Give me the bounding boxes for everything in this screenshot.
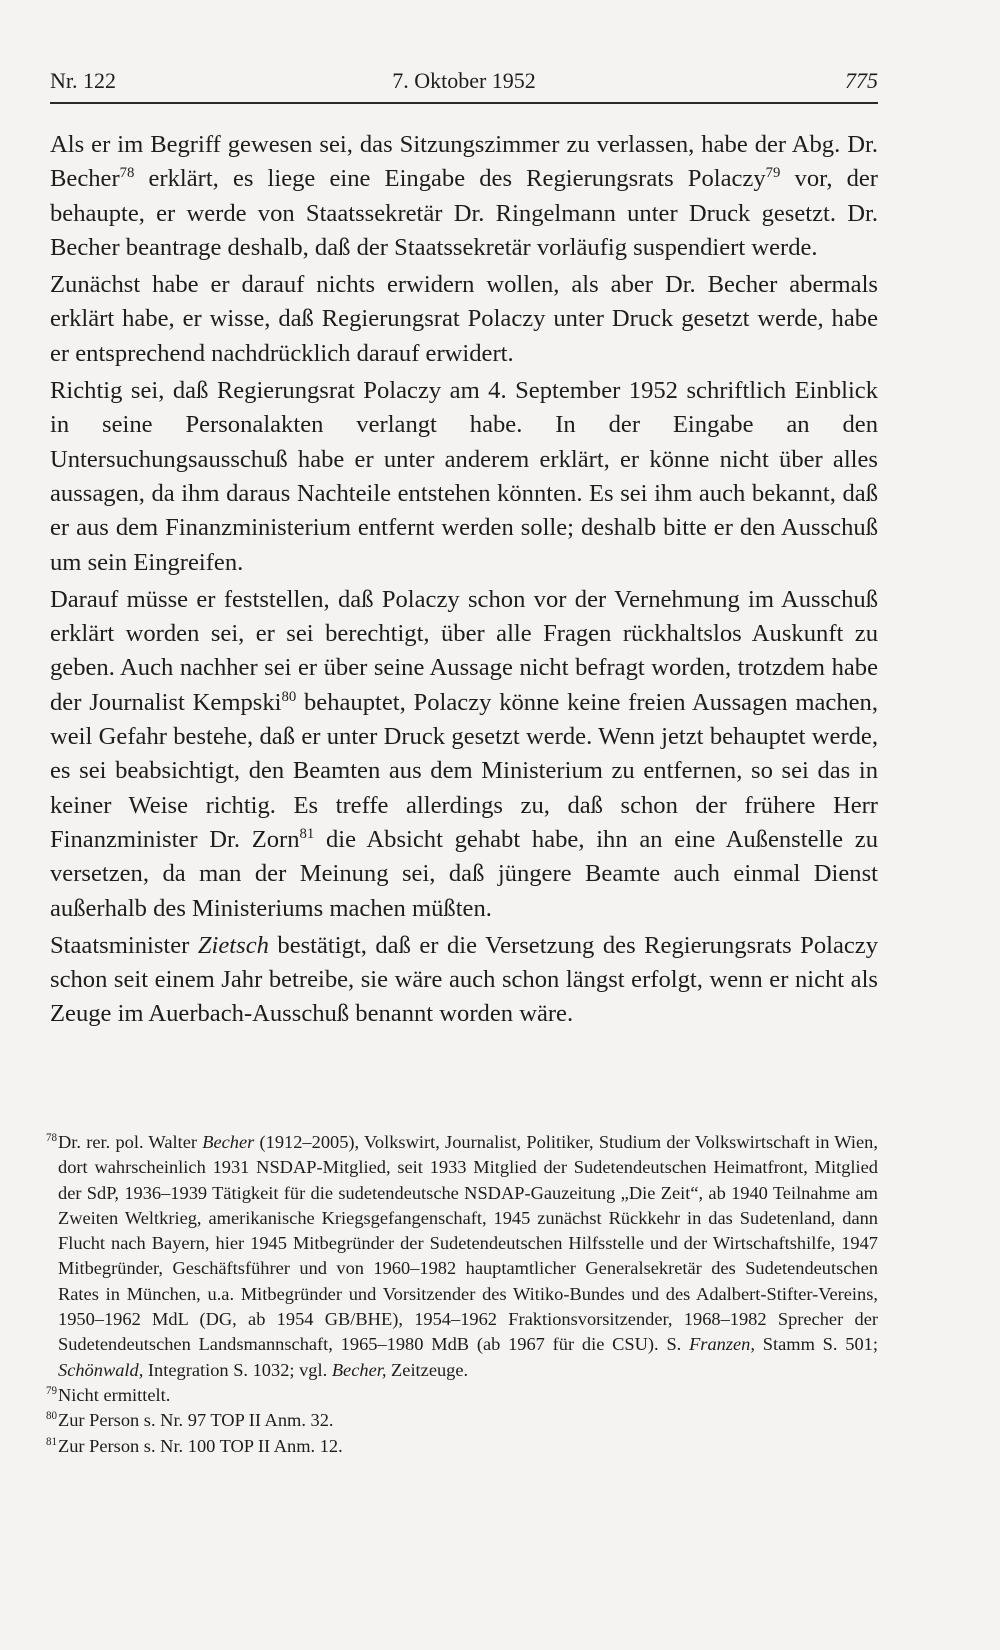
text-run: Als er im Begriff gewesen sei, das Sitzungszimmer zu verlassen, habe der Abg. Dr. Becher (50, 131, 878, 193)
footnote-ref: 81 (299, 825, 315, 842)
footnote-81: 81 Zur Person s. Nr. 100 TOP II Anm. 12. (46, 1435, 343, 1456)
text-run: Darauf müsse er feststellen, daß Polaczy schon vor der Vernehmung im Ausschuß erklärt worden sei, er sei berechtigt, über alle Fragen rückhaltslos Auskunft zu geben. Auch nachher sei er über seine Aussage nicht befragt worden, trotzdem habe der Journalist Kempski (50, 585, 878, 716)
person-name: Becher (202, 1132, 255, 1152)
paragraph: Zunächst habe er darauf nichts erwidern wollen, als aber Dr. Becher abermals erklärt habe, er wisse, daß Regierungsrat Polaczy unter Druck gesetzt werde, habe er entsprechend nachdrücklich darauf erwidert. (50, 271, 878, 367)
footnotes (46, 1130, 878, 1459)
text-run: Zur Person s. Nr. 97 TOP II Anm. 32. (58, 1410, 334, 1431)
running-header (50, 68, 878, 104)
footnote-ref: 80 (281, 688, 297, 705)
paragraph (50, 128, 878, 265)
header-document-number: Nr. 122 (50, 68, 116, 93)
footnote-79: 79 Nicht ermittelt. (46, 1384, 171, 1405)
text-run: Zeitzeuge. (386, 1359, 469, 1380)
main-text (50, 128, 878, 1035)
text-run: Zur Person s. Nr. 100 TOP II Anm. 12. (58, 1435, 343, 1456)
footnote-ref: 79 (765, 165, 781, 182)
text-run: behauptet, Polaczy könne keine freien Aussagen machen, weil Gefahr bestehe, daß er unter Druck gesetzt werde. Wenn jetzt behauptet werde, es sei beabsichtigt, den Beamten aus dem Ministerium zu entfernen, so sei das in keiner Weise richtig. Es treffe allerdings zu, daß schon der frühere Herr Finanzminister Dr. Zorn (50, 688, 878, 853)
text-run: bestätigt, daß er die Versetzung des Regierungsrats Polaczy schon seit einem Jahr betreibe, sie wäre auch schon längst erfolgt, wenn er nicht als Zeuge im Auerbach-Ausschuß benannt worden wäre. (50, 931, 879, 1028)
footnote-78: 78 Dr. rer. pol. Walter Becher (1912–2005), Volkswirt, Journalist, Politiker, Studium der Volkswirtschaft in Wien, dort wahrscheinlich 1931 NSDAP-Mitglied, seit 1933 Mitglied der Sudetendeutschen Heimatfront, Mitglied der SdP, 1936–1939 Tätigkeit für die sudetendeutsche NSDAP-Gauzeitung „Die Zeit“, ab 1940 Teilnahme am Zweiten Weltkrieg, amerikanische Kriegsgefangenschaft, 1945 zunächst Rückkehr in das Sudetenland, dann Flucht nach Bayern, hier 1945 Mitbegründer der Sudetendeutschen Hilfsstelle und der Wirtschaftshilfe, 1947 Mitbegründer, Geschäftsführer und von 1960–1982 hauptamtlicher Generalsekretär des Sudetendeutschen Rates in München, u.a. Mitbegründer und Vorsitzender des Witiko-Bundes und des Adalbert-Stifter-Vereins, 1950–1962 MdL (DG, ab 1954 GB/BHE), 1954–1962 Fraktionsvorsitzender, 1968–1982 Sprecher der Sudetendeutschen Landsmannschaft, 1965–1980 MdB (ab 1967 für die CSU). S. Franzen, Stamm S. 501; Schönwald, Integration S. 1032; vgl. Becher, Zeitzeuge. (46, 1132, 878, 1380)
text-run: Integration S. 1032; vgl. (143, 1359, 332, 1380)
text-run: Nicht ermittelt. (58, 1384, 171, 1405)
reference-author: Becher, (331, 1359, 387, 1380)
header-date: 7. Oktober 1952 (392, 68, 536, 93)
paragraph: Richtig sei, daß Regierungsrat Polaczy am 4. September 1952 schriftlich Einblick in seine Personalakten verlangt habe. In der Eingabe an den Untersuchungsausschuß habe er unter anderem erklärt, er könne nicht über alles aussagen, da ihm daraus Nachteile entstehen könnten. Es sei ihm auch bekannt, daß er aus dem Finanzministerium entfernt werden solle; deshalb bitte er den Ausschuß um sein Eingreifen. (50, 377, 878, 576)
footnote-80: 80 Zur Person s. Nr. 97 TOP II Anm. 32. (46, 1410, 334, 1431)
reference-author: Franzen, (689, 1334, 755, 1355)
footnote-ref: 78 (119, 165, 135, 182)
text-run: Staatsminister (50, 931, 198, 959)
speaker-name: Zietsch (197, 931, 269, 959)
reference-author: Schönwald, (58, 1359, 144, 1380)
header-page-number: 775 (845, 68, 878, 93)
text-run: vor, der behaupte, er werde von Staatssekretär Dr. Ringelmann unter Druck gesetzt. Dr. Becher beantrage deshalb, daß der Staatssekretär vorläufig suspendiert werde. (50, 165, 878, 261)
text-run: die Absicht gehabt habe, ihn an eine Außenstelle zu versetzen, da man der Meinung sei, daß jüngere Beamte auch einmal Dienst außerhalb des Ministeriums machen müßten. (50, 825, 878, 922)
paragraph (50, 929, 878, 1032)
text-run: erklärt, es liege eine Eingabe des Regierungsrats Polaczy (134, 165, 766, 193)
text-run: Stamm S. 501; (754, 1334, 878, 1355)
text-run: Dr. rer. pol. Walter (58, 1132, 203, 1152)
text-run: (1912–2005), Volkswirt, Journalist, Politiker, Studium der Volkswirtschaft in Wien, dort wahrscheinlich 1931 NSDAP-Mitglied, seit 1933 Mitglied der Sudetendeutschen Heimatfront, Mitglied der SdP, 1936–1939 Tätigkeit für die sudetendeutsche NSDAP-Gauzeitung „Die Zeit“, ab 1940 Teilnahme am Zweiten Weltkrieg, amerikanische Kriegsgefangenschaft, 1945 zunächst Rückkehr in das Sudetenland, dann Flucht nach Bayern, hier 1945 Mitbegründer der Sudetendeutschen Hilfsstelle und der Wirtschaftshilfe, 1947 Mitbegründer, Geschäftsführer und von 1960–1982 hauptamtlicher Generalsekretär des Sudetendeutschen Rates in München, u.a. Mitbegründer und Vorsitzender des Witiko-Bundes und des Adalbert-Stifter-Vereins, 1950–1962 MdL (DG, ab 1954 GB/BHE), 1954–1962 Fraktionsvorsitzender, 1968–1982 Sprecher der Sudetendeutschen Landsmannschaft, 1965–1980 MdB (ab 1967 für die CSU). S. (58, 1132, 878, 1355)
paragraph (50, 583, 878, 926)
